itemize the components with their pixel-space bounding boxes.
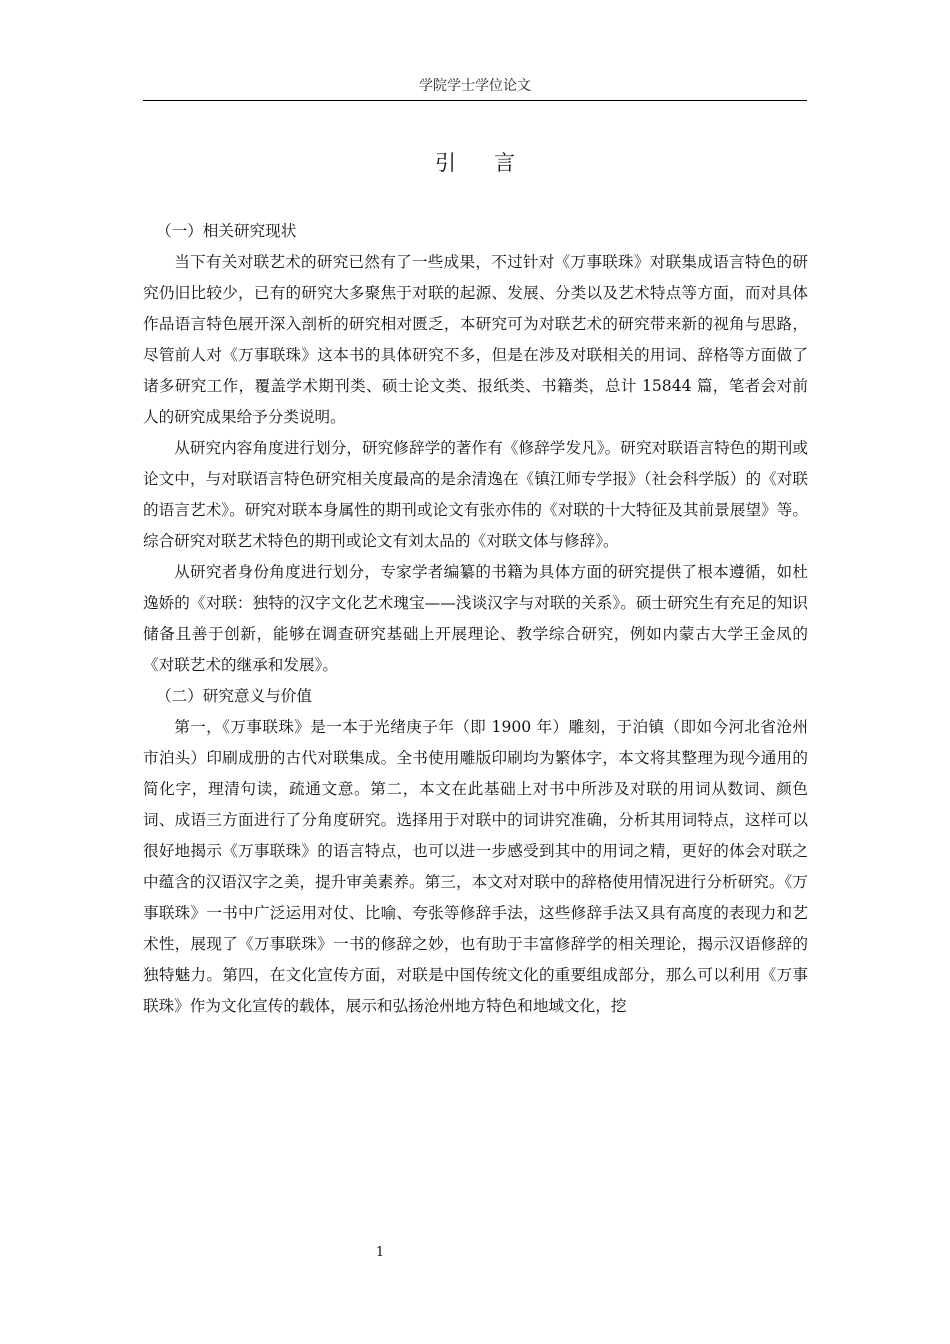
section-heading: （二）研究意义与价值: [156, 687, 312, 705]
paragraph: 从研究内容角度进行划分，研究修辞学的著作有《修辞学发凡》。研究对联语言特色的期刊或论文中，与对联语言特色研究相关度最高的是余清逸在《镇江师专学报》（社会科学版）的《对联的语言艺术》。研究对联本身属性的期刊或论文有张亦伟的《对联的十大特征及其前景展望》等。综合研究对联艺术特色的期刊或论文有刘太品的《对联文体与修辞》。: [143, 439, 808, 550]
paragraph: 第一，《万事联珠》是一本于光绪庚子年（即 1900 年）雕刻，于泊镇（即如今河北省沧州市泊头）印刷成册的古代对联集成。全书使用雕版印刷均为繁体字，本文将其整理为现今通用的简化字，理清句读，疏通文意。第二，本文在此基础上对书中所涉及对联的用词从数词、颜色词、成语三方面进行了分角度研究。选择用于对联中的词讲究准确，分析其用词特点，这样可以很好地揭示《万事联珠》的语言特点，也可以进一步感受到其中的用词之精，更好的体会对联之中蕴含的汉语汉字之美，提升审美素养。第三，本文对对联中的辞格使用情况进行分析研究。《万事联珠》一书中广泛运用对仗、比喻、夸张等修辞手法，这些修辞手法又具有高度的表现力和艺术性，展现了《万事联珠》一书的修辞之妙，也有助于丰富修辞学的相关理论，揭示汉语修辞的独特魅力。第四，在文化宣传方面，对联是中国传统文化的重要组成部分，那么可以利用《万事联珠》作为文化宣传的载体，展示和弘扬沧州地方特色和地域文化，挖: [143, 718, 808, 1015]
paragraph: 从研究者身份角度进行划分，专家学者编纂的书籍为具体方面的研究提供了根本遵循，如杜逸娇的《对联：独特的汉字文化艺术瑰宝——浅谈汉字与对联的关系》。硕士研究生有充足的知识储备且善于创新，能够在调查研究基础上开展理论、教学综合研究，例如内蒙古大学王金凤的《对联艺术的继承和发展》。: [143, 563, 808, 674]
header-rule: [143, 100, 807, 101]
chapter-title: 引言: [435, 151, 553, 175]
paragraph: 当下有关对联艺术的研究已然有了一些成果，不过针对《万事联珠》对联集成语言特色的研究仍旧比较少，已有的研究大多聚焦于对联的起源、发展、分类以及艺术特点等方面，而对具体作品语言特色展开深入剖析的研究相对匮乏，本研究可为对联艺术的研究带来新的视角与思路，尽管前人对《万事联珠》这本书的具体研究不多，但是在涉及对联相关的用词、辞格等方面做了诸多研究工作，覆盖学术期刊类、硕士论文类、报纸类、书籍类，总计 15844 篇，笔者会对前人的研究成果给予分类说明。: [143, 253, 808, 426]
body-text: [143, 216, 808, 1022]
page-number: 1: [375, 1245, 385, 1260]
section-heading: （一）相关研究现状: [156, 222, 297, 240]
running-header: 学院学士学位论文: [419, 78, 531, 94]
